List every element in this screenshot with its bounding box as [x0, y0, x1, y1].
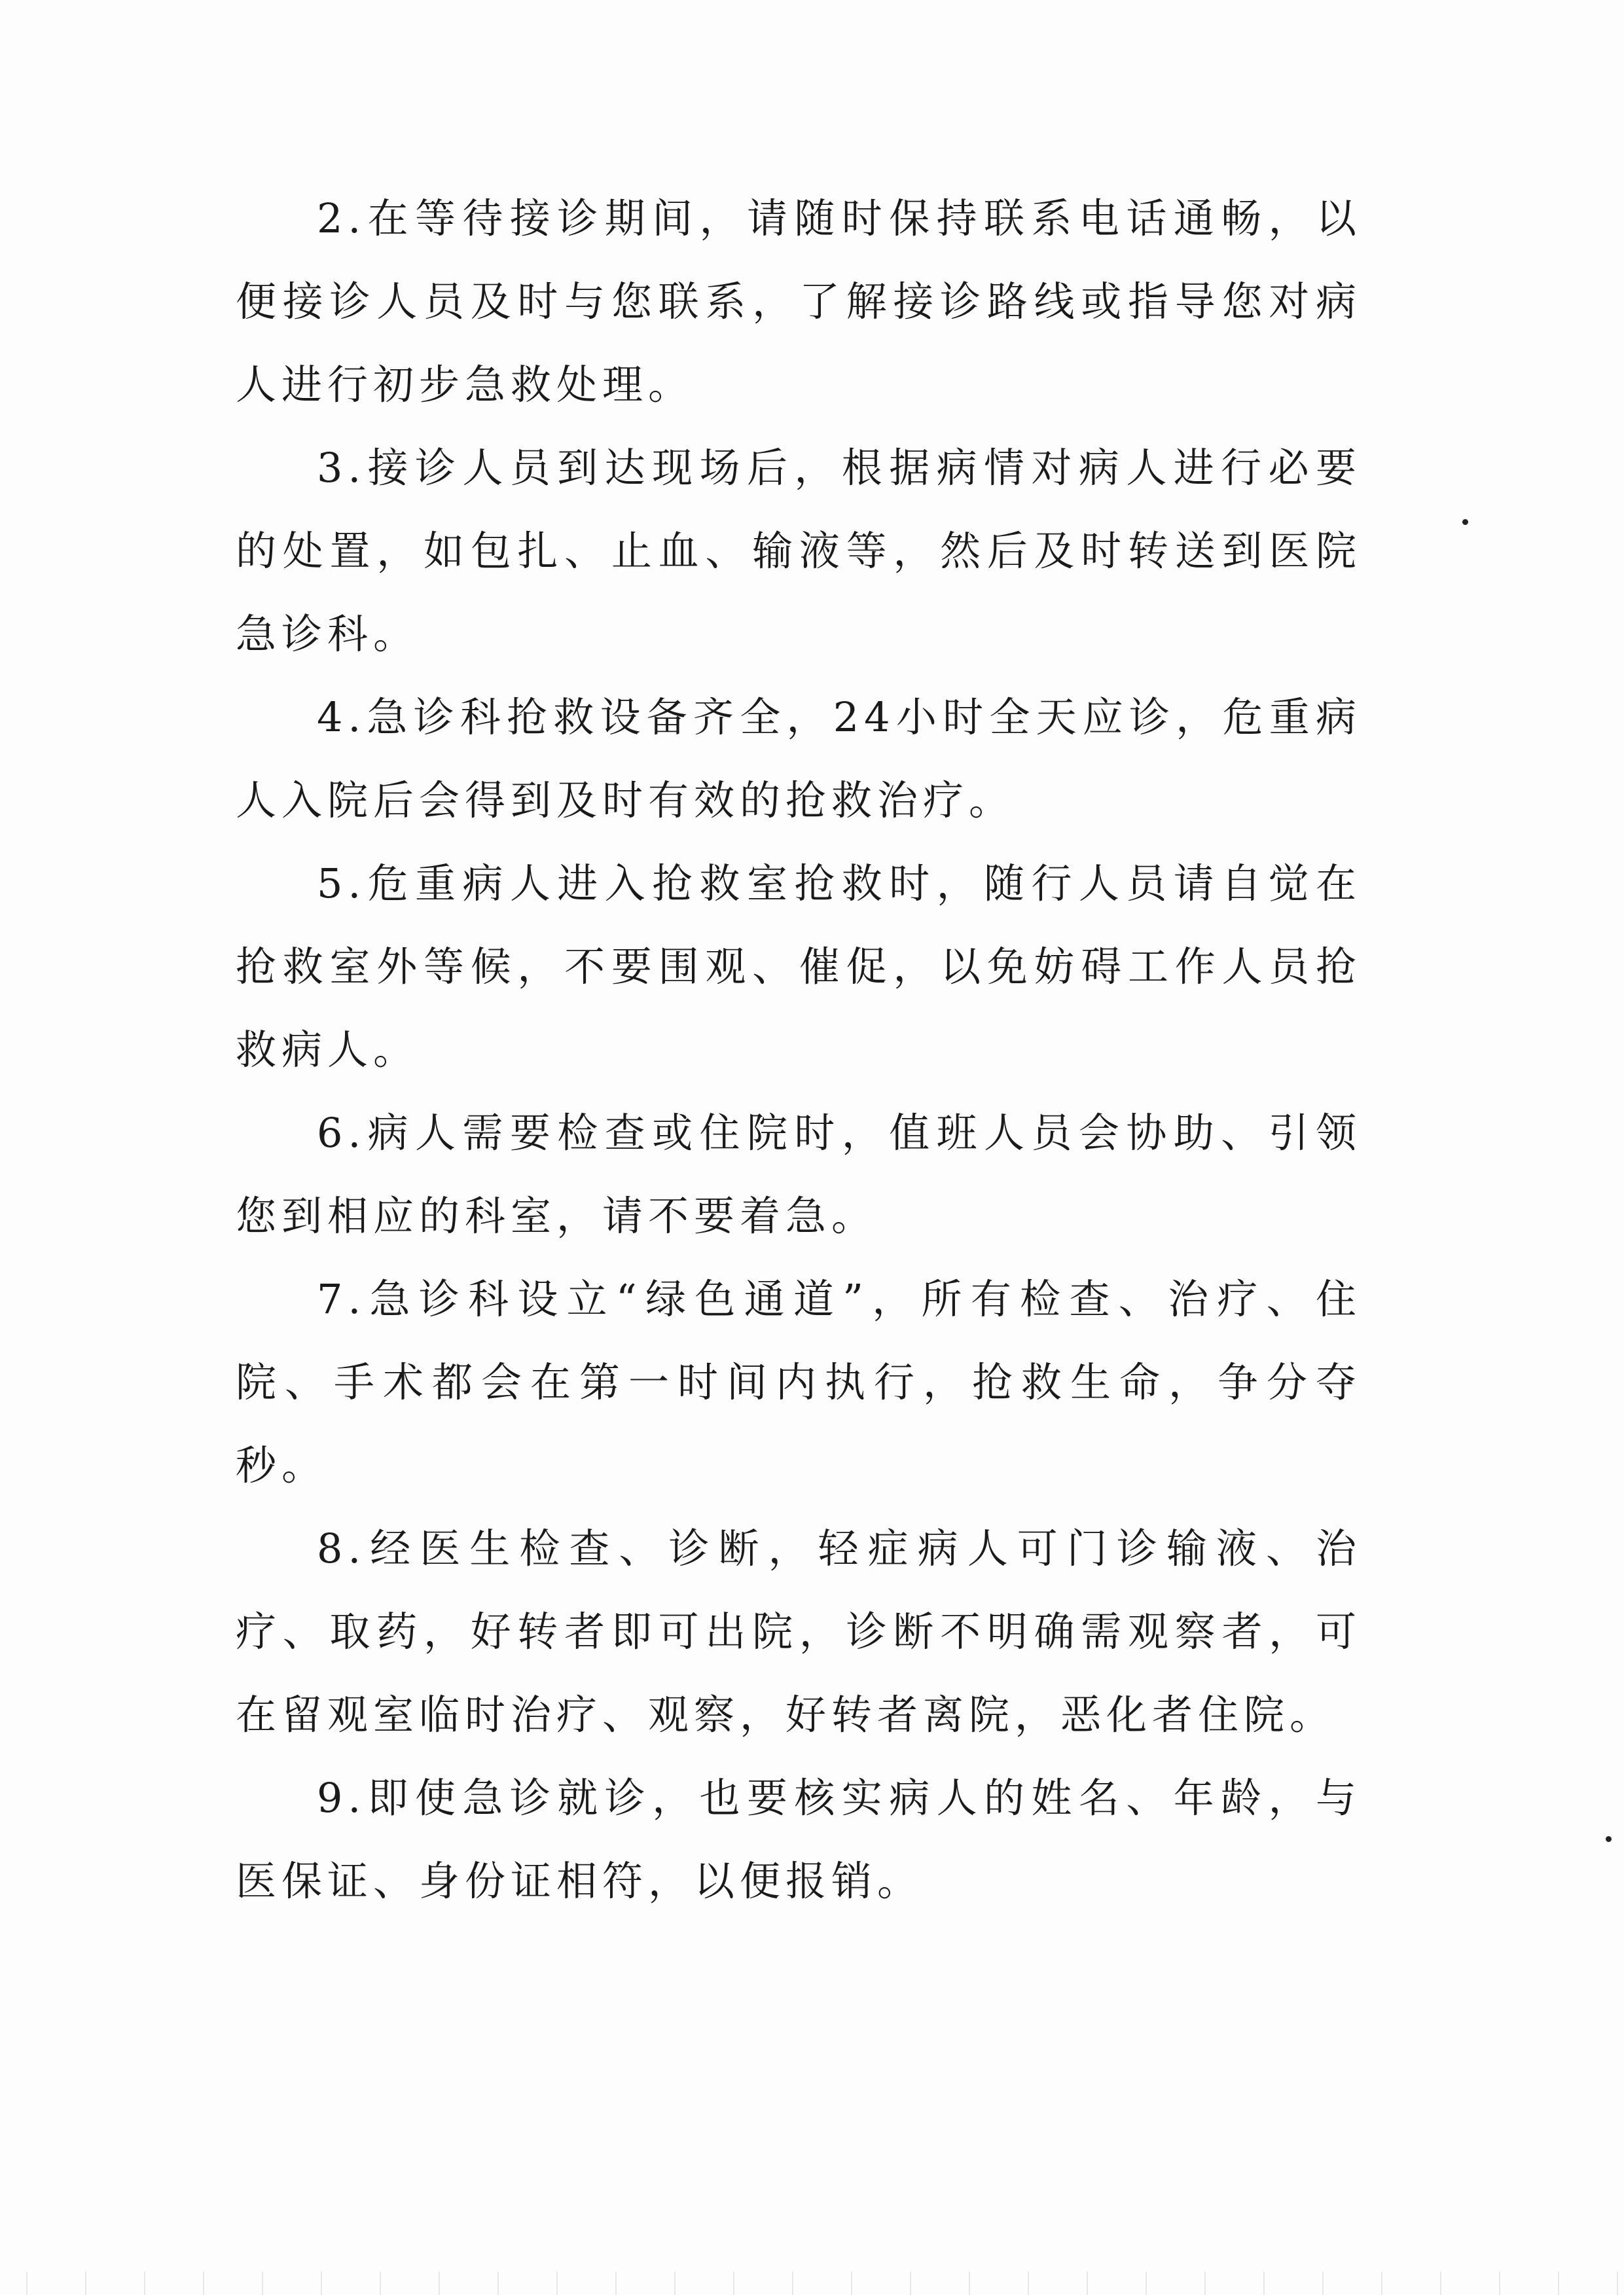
- scan-speck: [1462, 519, 1468, 525]
- scan-speck: [1606, 1836, 1612, 1842]
- paragraph-item-4: 4.急诊科抢救设备齐全，24小时全天应诊，危重病人入院后会得到及时有效的抢救治疗。: [236, 693, 1362, 824]
- paragraph-item-8: 8.经医生检查、诊断，轻症病人可门诊输液、治疗、取药，好转者即可出院，诊断不明确需观察者，可在留观室临时治疗、观察，好转者离院，恶化者住院。: [236, 1525, 1362, 1739]
- paragraph-item-6: 6.病人需要检查或住院时，值班人员会协助、引领您到相应的科室，请不要着急。: [236, 1109, 1362, 1240]
- document-body: [236, 177, 1362, 1923]
- scan-bottom-edge: [0, 2271, 1624, 2295]
- paragraph-item-7: 7.急诊科设立“绿色通道”，所有检查、治疗、住院、手术都会在第一时间内执行，抢救生命，争分夺秒。: [236, 1275, 1362, 1489]
- paragraph-item-9: 9.即使急诊就诊，也要核实病人的姓名、年龄，与医保证、身份证相符，以便报销。: [236, 1774, 1362, 1905]
- paragraph-item-2: 2.在等待接诊期间，请随时保持联系电话通畅，以便接诊人员及时与您联系，了解接诊路线或指导您对病人进行初步急救处理。: [236, 194, 1362, 408]
- paragraph-item-5: 5.危重病人进入抢救室抢救时，随行人员请自觉在抢救室外等候，不要围观、催促，以免妨碍工作人员抢救病人。: [236, 859, 1362, 1074]
- paragraph-item-3: 3.接诊人员到达现场后，根据病情对病人进行必要的处置，如包扎、止血、输液等，然后及时转送到医院急诊科。: [236, 444, 1362, 658]
